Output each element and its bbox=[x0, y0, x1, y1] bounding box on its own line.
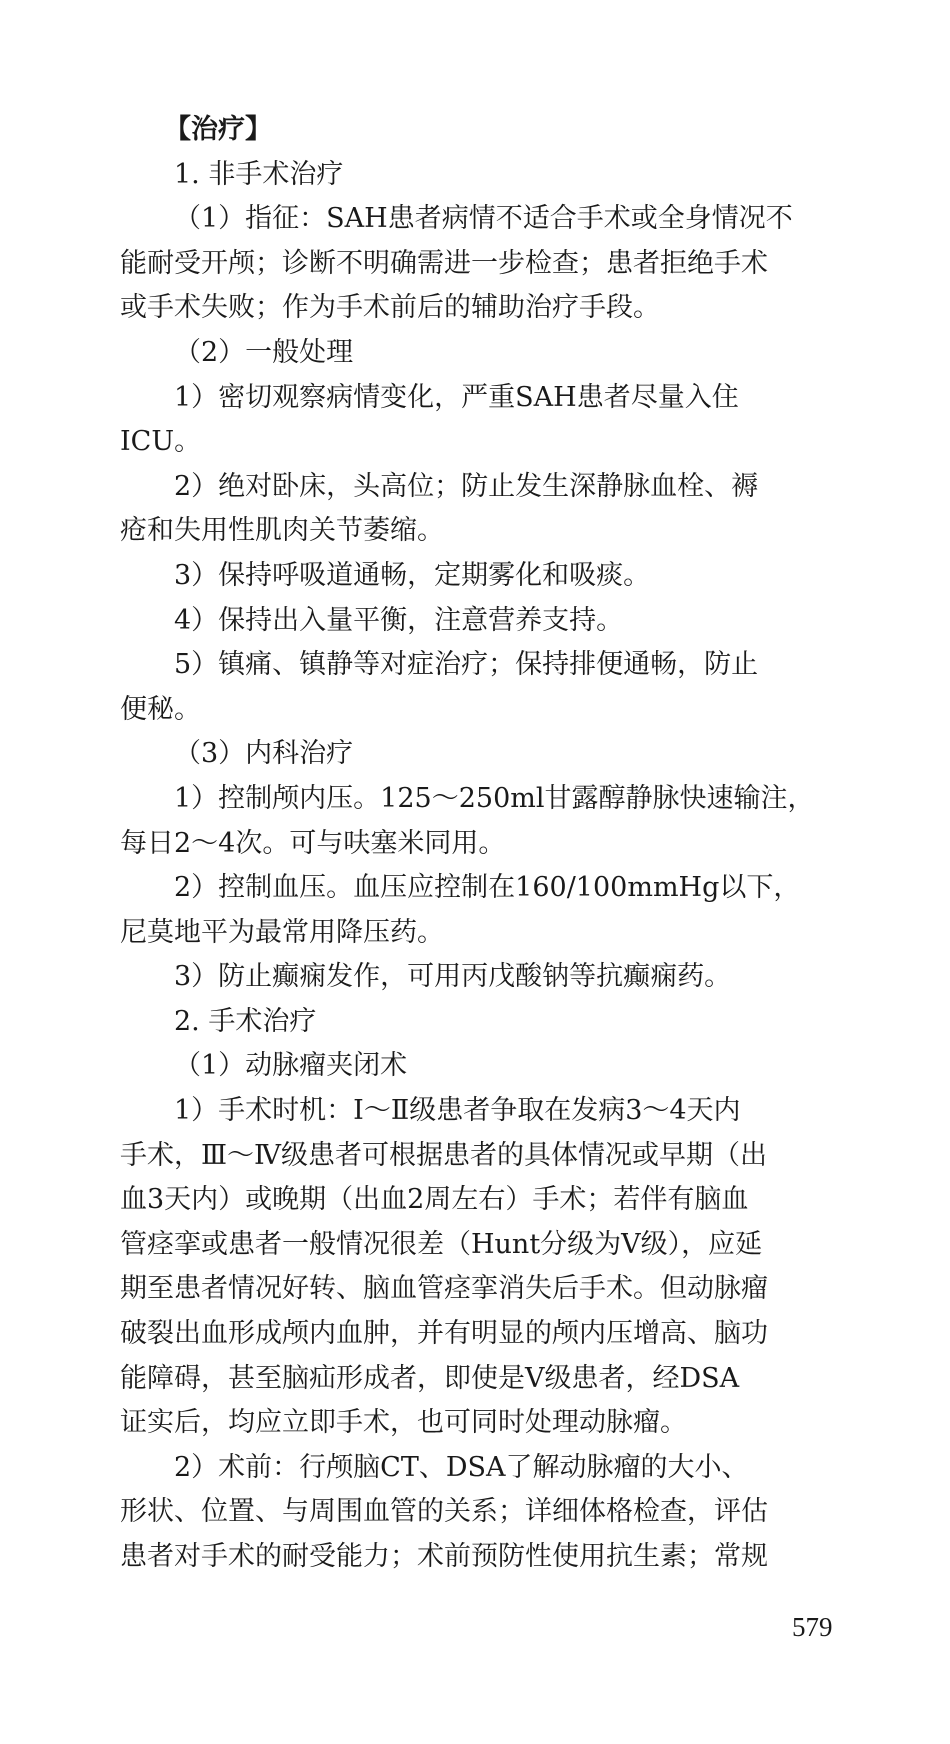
heading-non-surgical: 1. 非手术治疗 bbox=[174, 158, 344, 190]
heading-surgical: 2. 手术治疗 bbox=[174, 1005, 317, 1037]
text-line: 1）控制颅内压。125～250ml甘露醇静脉快速输注， bbox=[174, 782, 815, 814]
text-line: 手术，Ⅲ～Ⅳ级患者可根据患者的具体情况或早期（出 bbox=[120, 1139, 768, 1171]
text-line: 期至患者情况好转、脑血管痉挛消失后手术。但动脉瘤 bbox=[120, 1273, 768, 1305]
subheading-clipping: （1）动脉瘤夹闭术 bbox=[174, 1050, 408, 1082]
text-line: 形状、位置、与周围血管的关系；详细体格检查，评估 bbox=[120, 1496, 768, 1528]
text-line: 管痉挛或患者一般情况很差（Hunt分级为Ⅴ级），应延 bbox=[120, 1228, 763, 1260]
text-line: 患者对手术的耐受能力；术前预防性使用抗生素；常规 bbox=[120, 1541, 768, 1572]
text-line: 1）密切观察病情变化，严重SAH患者尽量入住 bbox=[174, 381, 739, 413]
subheading-general: （2）一般处理 bbox=[174, 336, 354, 368]
text-line: 3）保持呼吸道通畅，定期雾化和吸痰。 bbox=[174, 559, 651, 591]
text-line: 尼莫地平为最常用降压药。 bbox=[120, 916, 444, 948]
text-line: 1）手术时机：Ⅰ～Ⅱ级患者争取在发病3～4天内 bbox=[174, 1095, 741, 1127]
page-number: 579 bbox=[792, 1612, 833, 1642]
text-line: 2）绝对卧床，头高位；防止发生深静脉血栓、褥 bbox=[174, 470, 759, 502]
section-title: 【治疗】 bbox=[164, 114, 272, 145]
text-line: 或手术失败；作为手术前后的辅助治疗手段。 bbox=[120, 292, 660, 324]
text-line: 证实后，均应立即手术，也可同时处理动脉瘤。 bbox=[120, 1407, 687, 1439]
text-line: 2）术前：行颅脑CT、DSA了解动脉瘤的大小、 bbox=[174, 1451, 749, 1483]
text-line: 2）控制血压。血压应控制在160/100mmHg以下， bbox=[174, 872, 801, 904]
text-line: 能耐受开颅；诊断不明确需进一步检查；患者拒绝手术 bbox=[120, 247, 768, 279]
text-line: 疮和失用性肌肉关节萎缩。 bbox=[120, 515, 444, 547]
text-line: 每日2～4次。可与呋塞米同用。 bbox=[120, 827, 506, 859]
text-line: （1）指征：SAH患者病情不适合手术或全身情况不 bbox=[174, 203, 793, 235]
text-line: ICU。 bbox=[120, 426, 202, 458]
text-line: 破裂出血形成颅内血肿，并有明显的颅内压增高、脑功 bbox=[120, 1318, 768, 1350]
text-line: 便秘。 bbox=[120, 693, 201, 725]
text-line: 3）防止癫痫发作，可用丙戊酸钠等抗癫痫药。 bbox=[174, 961, 732, 993]
text-line: 5）镇痛、镇静等对症治疗；保持排便通畅，防止 bbox=[174, 649, 759, 681]
text-line: 血3天内）或晚期（出血2周左右）手术；若伴有脑血 bbox=[120, 1184, 749, 1216]
page-body bbox=[120, 108, 830, 1580]
text-line: 能障碍，甚至脑疝形成者，即使是Ⅴ级患者，经DSA bbox=[120, 1362, 740, 1394]
subheading-medical: （3）内科治疗 bbox=[174, 738, 354, 770]
text-line: 4）保持出入量平衡，注意营养支持。 bbox=[174, 604, 624, 636]
